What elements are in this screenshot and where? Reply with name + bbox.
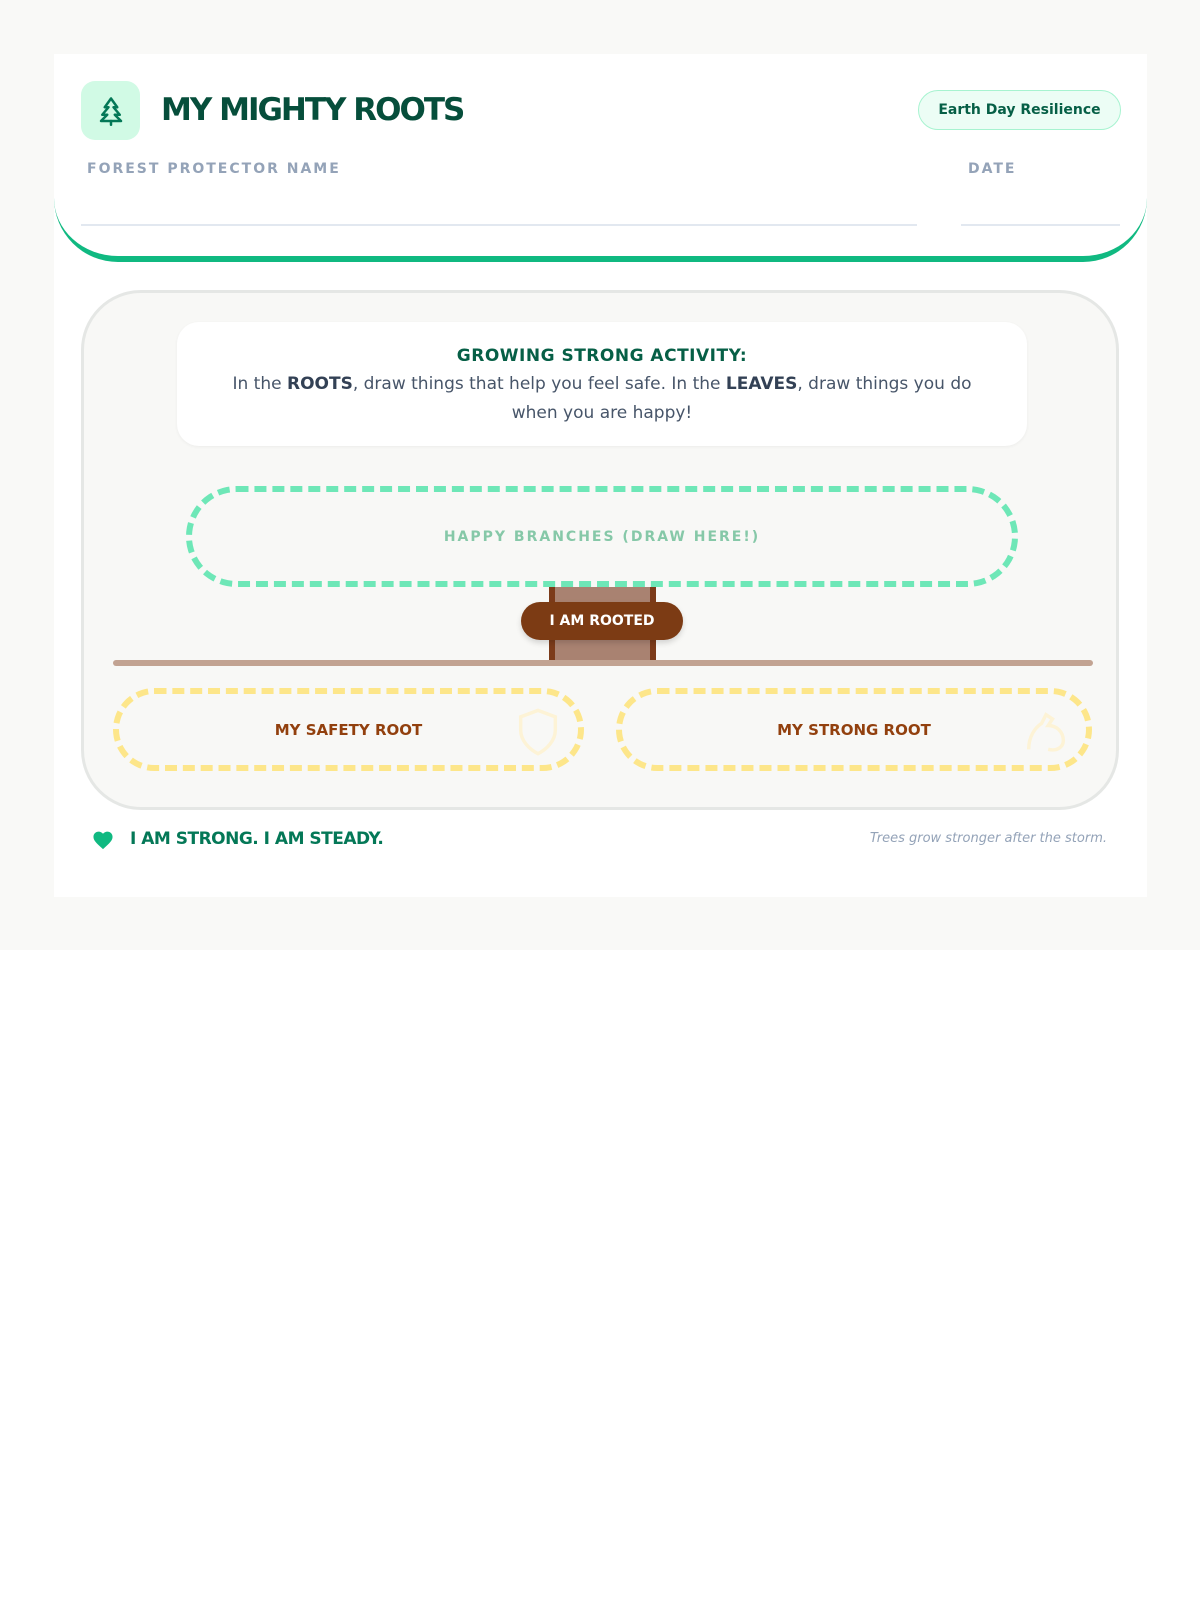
worksheet-title: MY MIGHTY ROOTS — [161, 92, 464, 128]
instructions-heading: GROWING STRONG ACTIVITY: — [456, 346, 748, 366]
ground-line — [113, 660, 1093, 666]
date-field[interactable] — [961, 224, 1120, 226]
shield-icon — [512, 706, 564, 758]
heart-icon — [92, 830, 114, 850]
leaves-keyword: LEAVES — [725, 374, 798, 394]
tagline-text: Trees grow stronger after the storm. — [869, 831, 1107, 846]
theme-badge: Earth Day Resilience — [918, 90, 1121, 130]
safety-root-label: MY SAFETY ROOT — [274, 720, 423, 739]
instructions-text: In the ROOTS, draw things that help you feel safe. In the LEAVES, draw things you do when you are happy! — [232, 374, 972, 423]
strong-root-label: MY STRONG ROOT — [777, 720, 931, 739]
affirmation-text: I AM STRONG. I AM STEADY. — [130, 829, 384, 849]
worksheet — [54, 54, 1147, 897]
date-field-label: DATE — [968, 161, 1017, 177]
name-field-label: FOREST PROTECTOR NAME — [87, 161, 341, 177]
tree-activity-area — [81, 290, 1119, 810]
branches-label: HAPPY BRANCHES (DRAW HERE!) — [443, 528, 761, 545]
name-field[interactable] — [81, 224, 917, 226]
rooted-label: I AM ROOTED — [521, 602, 683, 640]
logo-badge — [81, 81, 140, 140]
strong-root-draw-area[interactable] — [616, 688, 1092, 771]
roots-keyword: ROOTS — [286, 374, 353, 394]
worksheet-header — [54, 54, 1147, 262]
muscle-icon — [1020, 706, 1072, 758]
instructions-card — [177, 322, 1027, 446]
safety-root-draw-area[interactable] — [113, 688, 584, 771]
happy-branches-draw-area[interactable] — [186, 486, 1018, 587]
pine-tree-icon — [96, 96, 126, 126]
